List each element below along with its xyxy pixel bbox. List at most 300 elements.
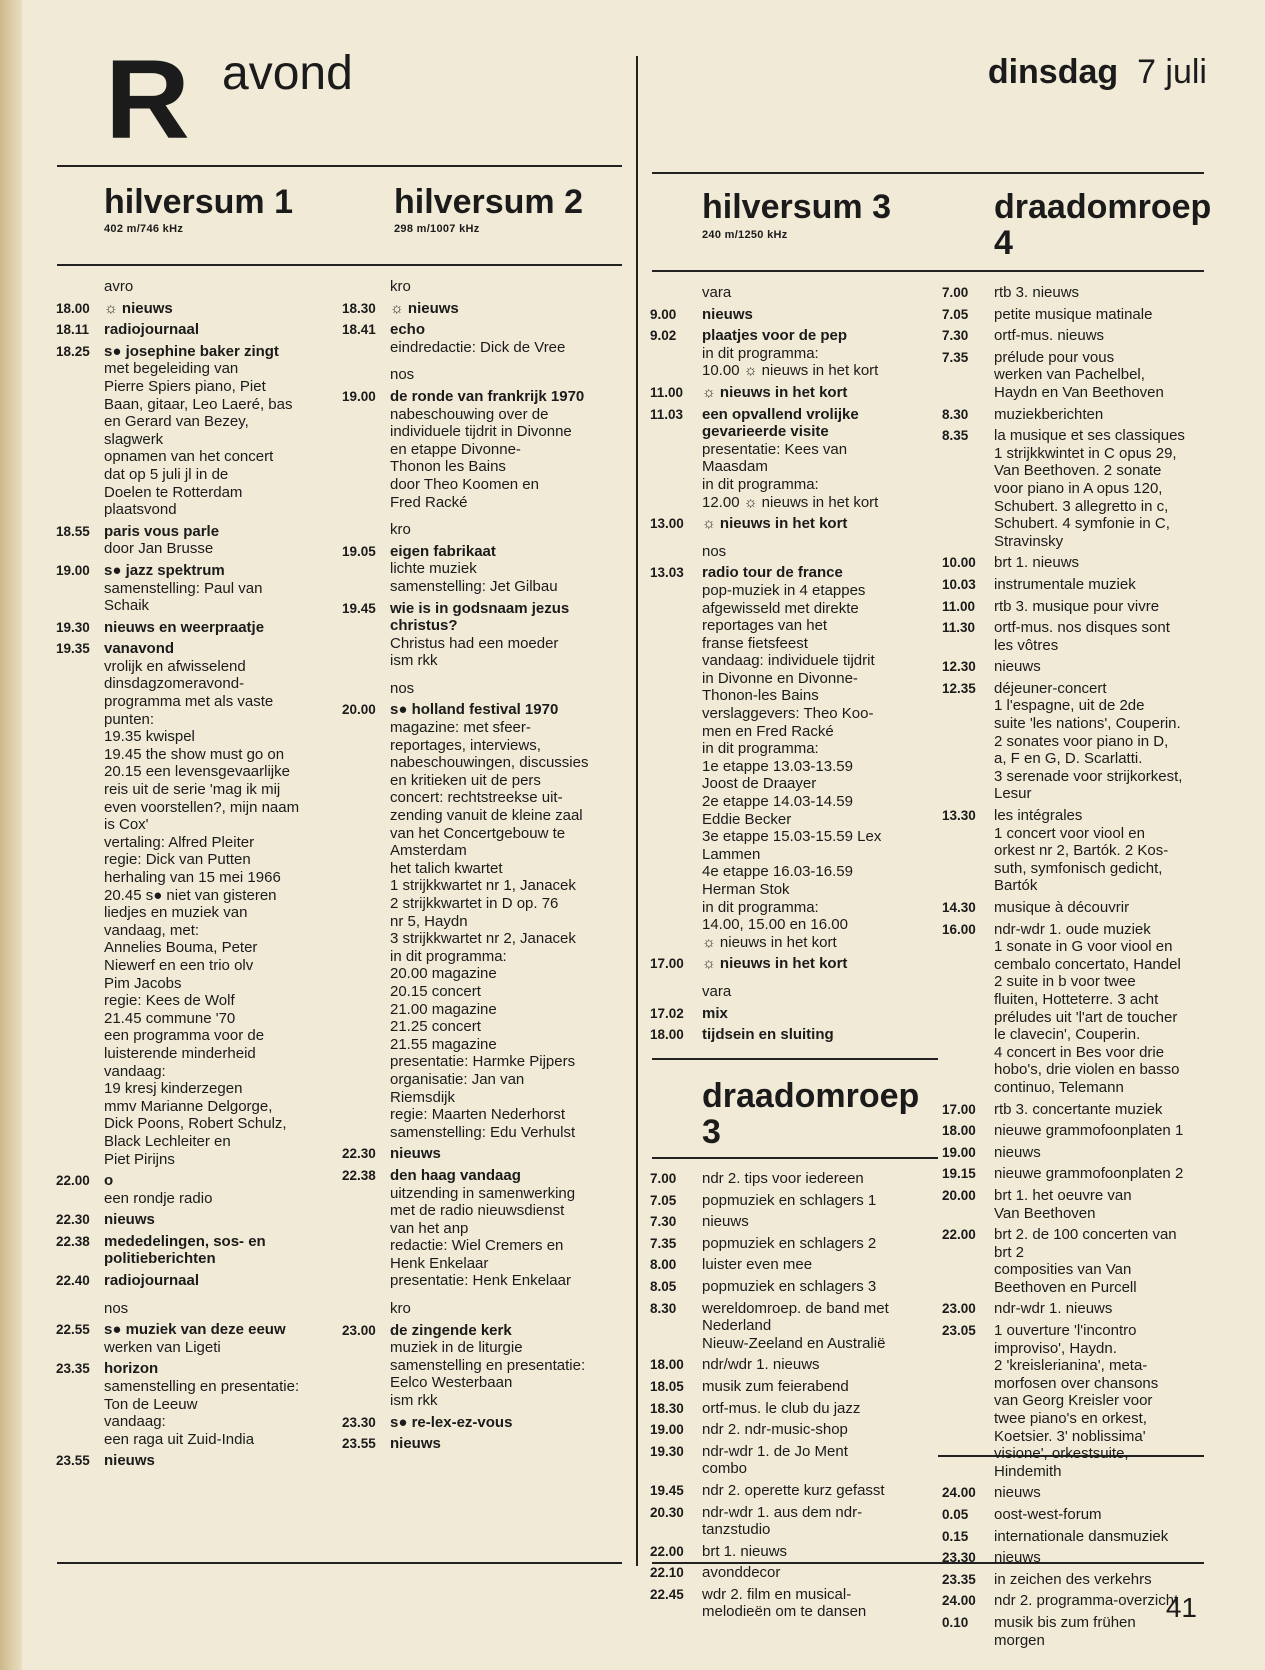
program-list-hilversum-1 (56, 278, 328, 1470)
program-desc-line: prélude pour vous (994, 348, 1115, 366)
program-title: plaatjes voor de pep (702, 327, 848, 345)
program-title: nieuws (702, 305, 753, 323)
program-desc-line: Joost de Draayer (702, 775, 817, 793)
program-title: radiojournaal (104, 1272, 200, 1290)
program-desc-line: in dit programma: (702, 475, 819, 493)
program-entry (942, 554, 1222, 572)
program-time: 22.38 (56, 1233, 90, 1249)
program-body (390, 1300, 627, 1318)
program-desc-line: composities van Van (994, 1261, 1132, 1279)
program-desc-line: continuo, Telemann (994, 1078, 1124, 1096)
program-desc-line: Thonon-les Bains (702, 687, 819, 705)
program-body (390, 300, 627, 318)
program-entry (650, 1192, 934, 1210)
program-desc-line: luister even mee (702, 1256, 813, 1274)
program-desc-line: vara (702, 284, 732, 301)
program-desc-line: regie: Dick van Putten (104, 851, 251, 869)
program-time: 18.00 (650, 1027, 684, 1043)
program-body (702, 306, 932, 324)
program-desc-line: van het Concertgebouw te (390, 824, 566, 842)
program-time: 20.00 (942, 1187, 976, 1203)
program-time: 23.55 (342, 1436, 376, 1452)
program-body (104, 640, 328, 1168)
program-title: den haag vandaag (390, 1166, 521, 1184)
program-desc-line: samenstelling: Edu Verhulst (390, 1123, 576, 1141)
program-time: 24.00 (942, 1485, 976, 1501)
program-desc-line: rtb 3. musique pour vivre (994, 597, 1160, 615)
program-time: 19.45 (342, 600, 376, 616)
program-desc-line: kro (390, 1300, 411, 1318)
program-body (104, 1211, 328, 1229)
program-entry (650, 1278, 934, 1296)
program-desc-line: 1 strijkkwintet in C opus 29, (994, 444, 1177, 462)
program-time: 18.11 (56, 322, 90, 338)
program-desc-line: Herman Stok (702, 881, 790, 898)
program-entry (942, 1300, 1222, 1318)
program-entry (650, 1482, 934, 1500)
program-time: 0.10 (942, 1614, 969, 1630)
program-desc-line: nr 5, Haydn (390, 912, 468, 930)
program-title: s● re-lex-ez-vous (390, 1413, 513, 1431)
program-title: nieuws (390, 1435, 441, 1453)
program-desc-line: a, F en G, D. Scarlatti. (994, 750, 1143, 768)
program-time: 22.40 (56, 1273, 90, 1289)
program-time: 22.55 (56, 1322, 90, 1338)
program-time: 7.35 (942, 349, 969, 365)
program-desc-line: Schubert. 3 allegretto in c, (994, 497, 1169, 515)
program-entry (942, 658, 1222, 676)
program-list-hilversum-2 (342, 278, 627, 1453)
program-title: nieuws (104, 1211, 155, 1229)
program-title: vanavond (104, 640, 175, 658)
program-desc-line: musik zum feierabend (702, 1377, 849, 1395)
program-desc-line: 1 sonate in G voor viool en (994, 938, 1173, 956)
program-time: 23.35 (56, 1361, 90, 1377)
program-desc-line: reis uit de serie 'mag ik mij (104, 781, 281, 799)
program-body (104, 1360, 328, 1448)
program-entry (342, 278, 627, 296)
program-desc-line: Bartók (994, 877, 1038, 895)
program-desc-line: individuele tijdrit in Divonne (390, 423, 572, 441)
program-desc-line: avonddecor (702, 1564, 781, 1582)
program-desc-line: Dick Poons, Robert Schulz, (104, 1115, 287, 1133)
program-body (702, 564, 932, 951)
program-entry (942, 1165, 1222, 1183)
program-body (994, 1571, 1222, 1589)
program-time: 10.03 (942, 576, 976, 592)
program-entry (650, 1256, 934, 1274)
program-desc-line: een programma voor de (104, 1027, 265, 1045)
program-title: ☼ nieuws in het kort (702, 515, 848, 533)
program-body (994, 1528, 1222, 1546)
program-desc-line: werken van Pachelbel, (994, 366, 1145, 384)
program-time: 22.30 (342, 1146, 376, 1162)
program-desc-line: nieuws (994, 1549, 1041, 1567)
program-desc-line: luisterende minderheid (104, 1044, 256, 1062)
program-time: 18.30 (650, 1400, 684, 1416)
program-desc-line: suite 'les nations', Couperin. (994, 715, 1181, 733)
rule-right-top (652, 172, 1204, 174)
program-body (390, 543, 627, 596)
program-title: nieuws (390, 1145, 441, 1163)
program-time: 23.30 (342, 1414, 376, 1430)
program-desc-line: Lesur (994, 785, 1032, 803)
program-time: 7.30 (650, 1214, 677, 1230)
program-entry (942, 921, 1222, 1097)
program-desc-line: suth, symfonisch gedicht, (994, 859, 1163, 877)
program-desc-line: Lammen (702, 845, 761, 863)
program-desc-line: Black Lechleiter en (104, 1132, 231, 1150)
program-desc-line: 1 ouverture 'l'incontro (994, 1322, 1137, 1340)
program-entry (650, 327, 932, 380)
program-desc-line: brt 2 (994, 1243, 1025, 1261)
program-desc-line: nieuws (994, 658, 1041, 676)
program-body (104, 300, 328, 318)
program-time: 22.00 (56, 1173, 90, 1189)
program-time: 23.55 (56, 1453, 90, 1469)
program-desc-line: 21.00 magazine (390, 1000, 497, 1018)
date-header (988, 52, 1207, 92)
program-desc-line: tanzstudio (702, 1521, 771, 1539)
program-entry (650, 1443, 934, 1478)
program-desc-line: la musique et ses classiques (994, 427, 1185, 445)
program-body (994, 1226, 1222, 1296)
program-time: 19.00 (56, 562, 90, 578)
program-body (994, 658, 1222, 676)
program-entry (650, 543, 932, 561)
program-desc-line: twee piano's en orkest, (994, 1410, 1147, 1428)
program-desc-line: Riemsdijk (390, 1088, 456, 1106)
program-body (702, 1400, 934, 1418)
program-desc-line: Schaik (104, 597, 150, 615)
program-entry (942, 349, 1222, 402)
program-desc-line: Pierre Spiers piano, Piet (104, 377, 266, 395)
program-desc-line: 1 concert voor viool en (994, 824, 1145, 842)
program-desc-line: muziekberichten (994, 405, 1104, 423)
program-entry (942, 1187, 1222, 1222)
program-desc-line: pop-muziek in 4 etappes (702, 581, 866, 599)
program-desc-line: Pim Jacobs (104, 974, 182, 992)
program-desc-line: kro (390, 521, 411, 539)
program-title: echo (390, 321, 426, 339)
program-entry (342, 1167, 627, 1290)
program-time (342, 521, 390, 539)
program-desc-line: internationale dansmuziek (994, 1527, 1169, 1545)
program-entry (650, 1586, 934, 1621)
program-body (390, 1414, 627, 1432)
program-entry (342, 388, 627, 511)
program-body (994, 680, 1222, 803)
program-desc-line: melodieën om te dansen (702, 1603, 867, 1621)
program-desc-line: ism rkk (390, 1392, 438, 1410)
program-body (390, 521, 627, 539)
program-time: 19.35 (56, 641, 90, 657)
rule-left-bottom (57, 1562, 622, 1564)
program-desc-line: Annelies Bouma, Peter (104, 939, 258, 957)
program-time (342, 1300, 390, 1318)
program-desc-line: in dit programma: (702, 740, 819, 758)
program-desc-line: plaatsvond (104, 501, 177, 519)
program-desc-line: nabeschouwingen, discussies (390, 754, 589, 772)
program-entry (56, 523, 328, 558)
program-body (994, 598, 1222, 616)
program-entry (650, 955, 932, 973)
program-body (994, 327, 1222, 345)
program-body (994, 1187, 1222, 1222)
program-time: 19.15 (942, 1166, 976, 1182)
program-time (650, 284, 702, 302)
program-title: tijdsein en sluiting (702, 1026, 834, 1044)
program-desc-line: nieuws (702, 1213, 749, 1231)
program-body (702, 1378, 934, 1396)
program-desc-line: dat op 5 juli jl in de (104, 465, 229, 483)
program-time: 17.02 (650, 1005, 684, 1021)
program-time: 13.00 (650, 516, 684, 532)
program-desc-line: samenstelling en presentatie: (390, 1356, 586, 1374)
program-body (994, 921, 1222, 1097)
program-entry (650, 1300, 934, 1353)
program-body (994, 1549, 1222, 1567)
program-time: 18.05 (650, 1378, 684, 1394)
program-title: s● josephine baker zingt (104, 342, 279, 360)
program-entry (56, 278, 328, 296)
program-entry (56, 1233, 328, 1268)
program-entry (650, 515, 932, 533)
program-desc-line: ortf-mus. le club du jazz (702, 1399, 861, 1417)
program-body (994, 899, 1222, 917)
program-desc-line: nos (702, 542, 727, 560)
program-time: 18.00 (942, 1123, 976, 1139)
program-desc-line: 19.35 kwispel (104, 728, 195, 746)
program-time: 23.00 (942, 1301, 976, 1317)
program-body (702, 1356, 934, 1374)
date-label: 7 juli (1137, 53, 1207, 91)
program-time: 8.30 (650, 1300, 677, 1316)
program-time: 11.03 (650, 406, 684, 422)
program-desc-line: men en Fred Racké (702, 722, 834, 740)
program-desc-line: Eelco Westerbaan (390, 1374, 513, 1392)
program-entry (342, 1145, 627, 1163)
program-body (390, 1145, 627, 1163)
program-time: 22.30 (56, 1212, 90, 1228)
program-desc-line: lichte muziek (390, 560, 477, 578)
program-entry (650, 1378, 934, 1396)
program-title: s● muziek van deze eeuw (104, 1321, 286, 1339)
station-title-hilversum-3: hilversum 3 (702, 188, 891, 226)
rule-draadomroep3-top (652, 1058, 938, 1060)
program-time: 8.35 (942, 428, 969, 444)
program-entry (650, 1026, 932, 1044)
program-entry (942, 1549, 1222, 1567)
station-title-draadomroep-4: draadomroep 4 (994, 188, 1212, 262)
program-body (702, 1504, 934, 1539)
program-title: s● jazz spektrum (104, 561, 225, 579)
program-time: 16.00 (942, 921, 976, 937)
program-desc-line: combo (702, 1460, 748, 1478)
program-time: 7.00 (942, 285, 969, 300)
program-desc-line: verslaggevers: Theo Koo- (702, 705, 874, 723)
program-desc-line: en Gerard van Bezey, (104, 413, 249, 431)
program-desc-line: presentatie: Kees van (702, 440, 848, 458)
program-entry (650, 1400, 934, 1418)
program-desc-line: musique à découvrir (994, 899, 1130, 916)
program-desc-line: ortf-mus. nos disques sont (994, 619, 1170, 637)
center-divider (636, 56, 638, 1566)
program-entry (650, 1170, 934, 1188)
program-title: s● holland festival 1970 (390, 701, 559, 719)
program-desc-line: ndr-wdr 1. nieuws (994, 1300, 1113, 1318)
program-desc-line: rtb 3. concertante muziek (994, 1100, 1163, 1118)
program-entry (650, 1564, 934, 1582)
program-title: ☼ nieuws (104, 299, 173, 317)
program-desc-line: déjeuner-concert (994, 679, 1107, 697)
program-time: 17.00 (650, 956, 684, 972)
program-title: radio tour de france (702, 564, 843, 582)
program-time: 19.05 (342, 543, 376, 559)
day-label: dinsdag (987, 53, 1119, 91)
program-entry (56, 619, 328, 637)
program-body (104, 523, 328, 558)
program-body (390, 278, 627, 296)
program-body (702, 983, 932, 1001)
rule-draadomroep3-bottom (652, 1157, 938, 1159)
program-body (702, 1213, 934, 1231)
program-time: 13.03 (650, 565, 684, 581)
page-edge-shadow (0, 0, 22, 1670)
program-body (702, 1170, 934, 1188)
program-entry (942, 1528, 1222, 1546)
program-body (390, 680, 627, 698)
program-desc-line: 20.00 magazine (390, 965, 497, 983)
program-body (994, 1506, 1222, 1524)
station-title-hilversum-1: hilversum 1 (104, 183, 293, 221)
station-freq-hilversum-2: 298 m/1007 kHz (394, 223, 480, 235)
program-time (342, 278, 390, 296)
program-desc-line: 2 sonates voor piano in D, (994, 732, 1169, 750)
program-body (104, 1300, 328, 1318)
program-body (390, 321, 627, 356)
program-desc-line: morfosen over chansons (994, 1374, 1159, 1392)
program-time: 8.00 (650, 1257, 677, 1273)
program-time: 0.05 (942, 1507, 969, 1522)
program-desc-line: ndr 2. tips voor iedereen (702, 1170, 864, 1187)
program-desc-line: nieuwe grammofoonplaten 2 (994, 1165, 1184, 1183)
program-desc-line: 21.25 concert (390, 1018, 481, 1036)
program-desc-line: nieuws (994, 1484, 1041, 1502)
program-desc-line: magazine: met sfeer- (390, 719, 531, 737)
program-desc-line: samenstelling en presentatie: (104, 1378, 300, 1396)
program-desc-line: organisatie: Jan van (390, 1070, 525, 1088)
program-desc-line: Eddie Becker (702, 810, 792, 828)
program-desc-line: programma met als vaste (104, 693, 274, 711)
program-desc-line: uitzending in samenwerking (390, 1184, 576, 1202)
program-body (104, 562, 328, 615)
program-desc-line: in dit programma: (390, 947, 507, 965)
program-desc-line: door Jan Brusse (104, 540, 214, 558)
program-body (702, 1005, 932, 1023)
program-desc-line: voor piano in A opus 120, (994, 479, 1163, 497)
program-desc-line: vandaag: individuele tijdrit (702, 652, 875, 670)
program-desc-line: wereldomroep. de band met (702, 1299, 889, 1317)
program-entry (342, 600, 627, 670)
program-desc-line: Thonon les Bains (390, 458, 506, 476)
program-desc-line: vandaag: (104, 1062, 166, 1080)
program-desc-line: orkest nr 2, Bartók. 2 Kos- (994, 842, 1169, 860)
program-desc-line: popmuziek en schlagers 2 (702, 1234, 877, 1252)
program-title: eigen fabrikaat (390, 542, 496, 560)
program-desc-line: een raga uit Zuid-India (104, 1430, 255, 1448)
program-entry (942, 1484, 1222, 1502)
program-time: 9.00 (650, 306, 677, 322)
program-body (994, 306, 1222, 324)
program-title: nieuws en weerpraatje (104, 618, 265, 636)
program-time: 18.30 (342, 300, 376, 316)
program-entry (342, 701, 627, 1141)
program-desc-line: morgen (994, 1631, 1045, 1649)
program-entry (342, 321, 627, 356)
station-freq-hilversum-3: 240 m/1250 kHz (702, 229, 788, 241)
program-desc-line: en etappe Divonne- (390, 440, 521, 458)
program-desc-line: improviso', Haydn. (994, 1339, 1117, 1357)
section-logo: R (105, 37, 186, 162)
program-body (702, 543, 932, 561)
program-desc-line: Amsterdam (390, 842, 467, 860)
program-entry (942, 576, 1222, 594)
program-entry (942, 1571, 1222, 1589)
program-body (994, 284, 1222, 302)
program-desc-line: in Divonne en Divonne- (702, 669, 858, 687)
program-time: 19.30 (56, 619, 90, 635)
program-desc-line: visione', orkestsuite, (994, 1445, 1129, 1463)
program-entry (650, 1005, 932, 1023)
program-desc-line: vrolijk en afwisselend (104, 657, 246, 675)
program-time: 24.00 (942, 1593, 976, 1609)
program-time: 12.35 (942, 680, 976, 696)
program-desc-line: cembalo concertato, Handel (994, 955, 1181, 973)
program-entry (650, 1504, 934, 1539)
program-body (702, 1421, 934, 1439)
program-desc-line: 4e etappe 16.03-16.59 (702, 863, 853, 881)
program-entry (942, 284, 1222, 302)
program-desc-line: presentatie: Henk Enkelaar (390, 1272, 571, 1290)
program-desc-line: nos (390, 679, 415, 697)
program-entry (342, 680, 627, 698)
program-entry (342, 543, 627, 596)
station-title-hilversum-2: hilversum 2 (394, 183, 583, 221)
program-time: 13.30 (942, 808, 976, 824)
program-title: de zingende kerk (390, 1321, 512, 1339)
program-entry (942, 1506, 1222, 1524)
program-desc-line: met begeleiding van (104, 360, 239, 378)
program-title: een opvallend vrolijke gevarieerde visite (702, 405, 859, 441)
program-desc-line: van het anp (390, 1219, 469, 1237)
program-entry (56, 640, 328, 1168)
program-entry (650, 384, 932, 402)
program-desc-line: ndr 2. operette kurz gefasst (702, 1481, 885, 1499)
program-entry (650, 1421, 934, 1439)
program-desc-line: 1e etappe 13.03-13.59 (702, 757, 853, 775)
program-body (390, 1167, 627, 1290)
program-entry (942, 598, 1222, 616)
program-entry (942, 327, 1222, 345)
program-desc-line: het talich kwartet (390, 859, 503, 877)
program-desc-line: afgewisseld met direkte (702, 599, 859, 617)
program-desc-line: Piet Pirijns (104, 1150, 175, 1168)
station-title-draadomroep-3: draadomroep 3 (702, 1077, 920, 1151)
program-entry (942, 807, 1222, 895)
program-desc-line: 10.00 ☼ nieuws in het kort (702, 362, 879, 380)
program-time: 18.25 (56, 343, 90, 359)
